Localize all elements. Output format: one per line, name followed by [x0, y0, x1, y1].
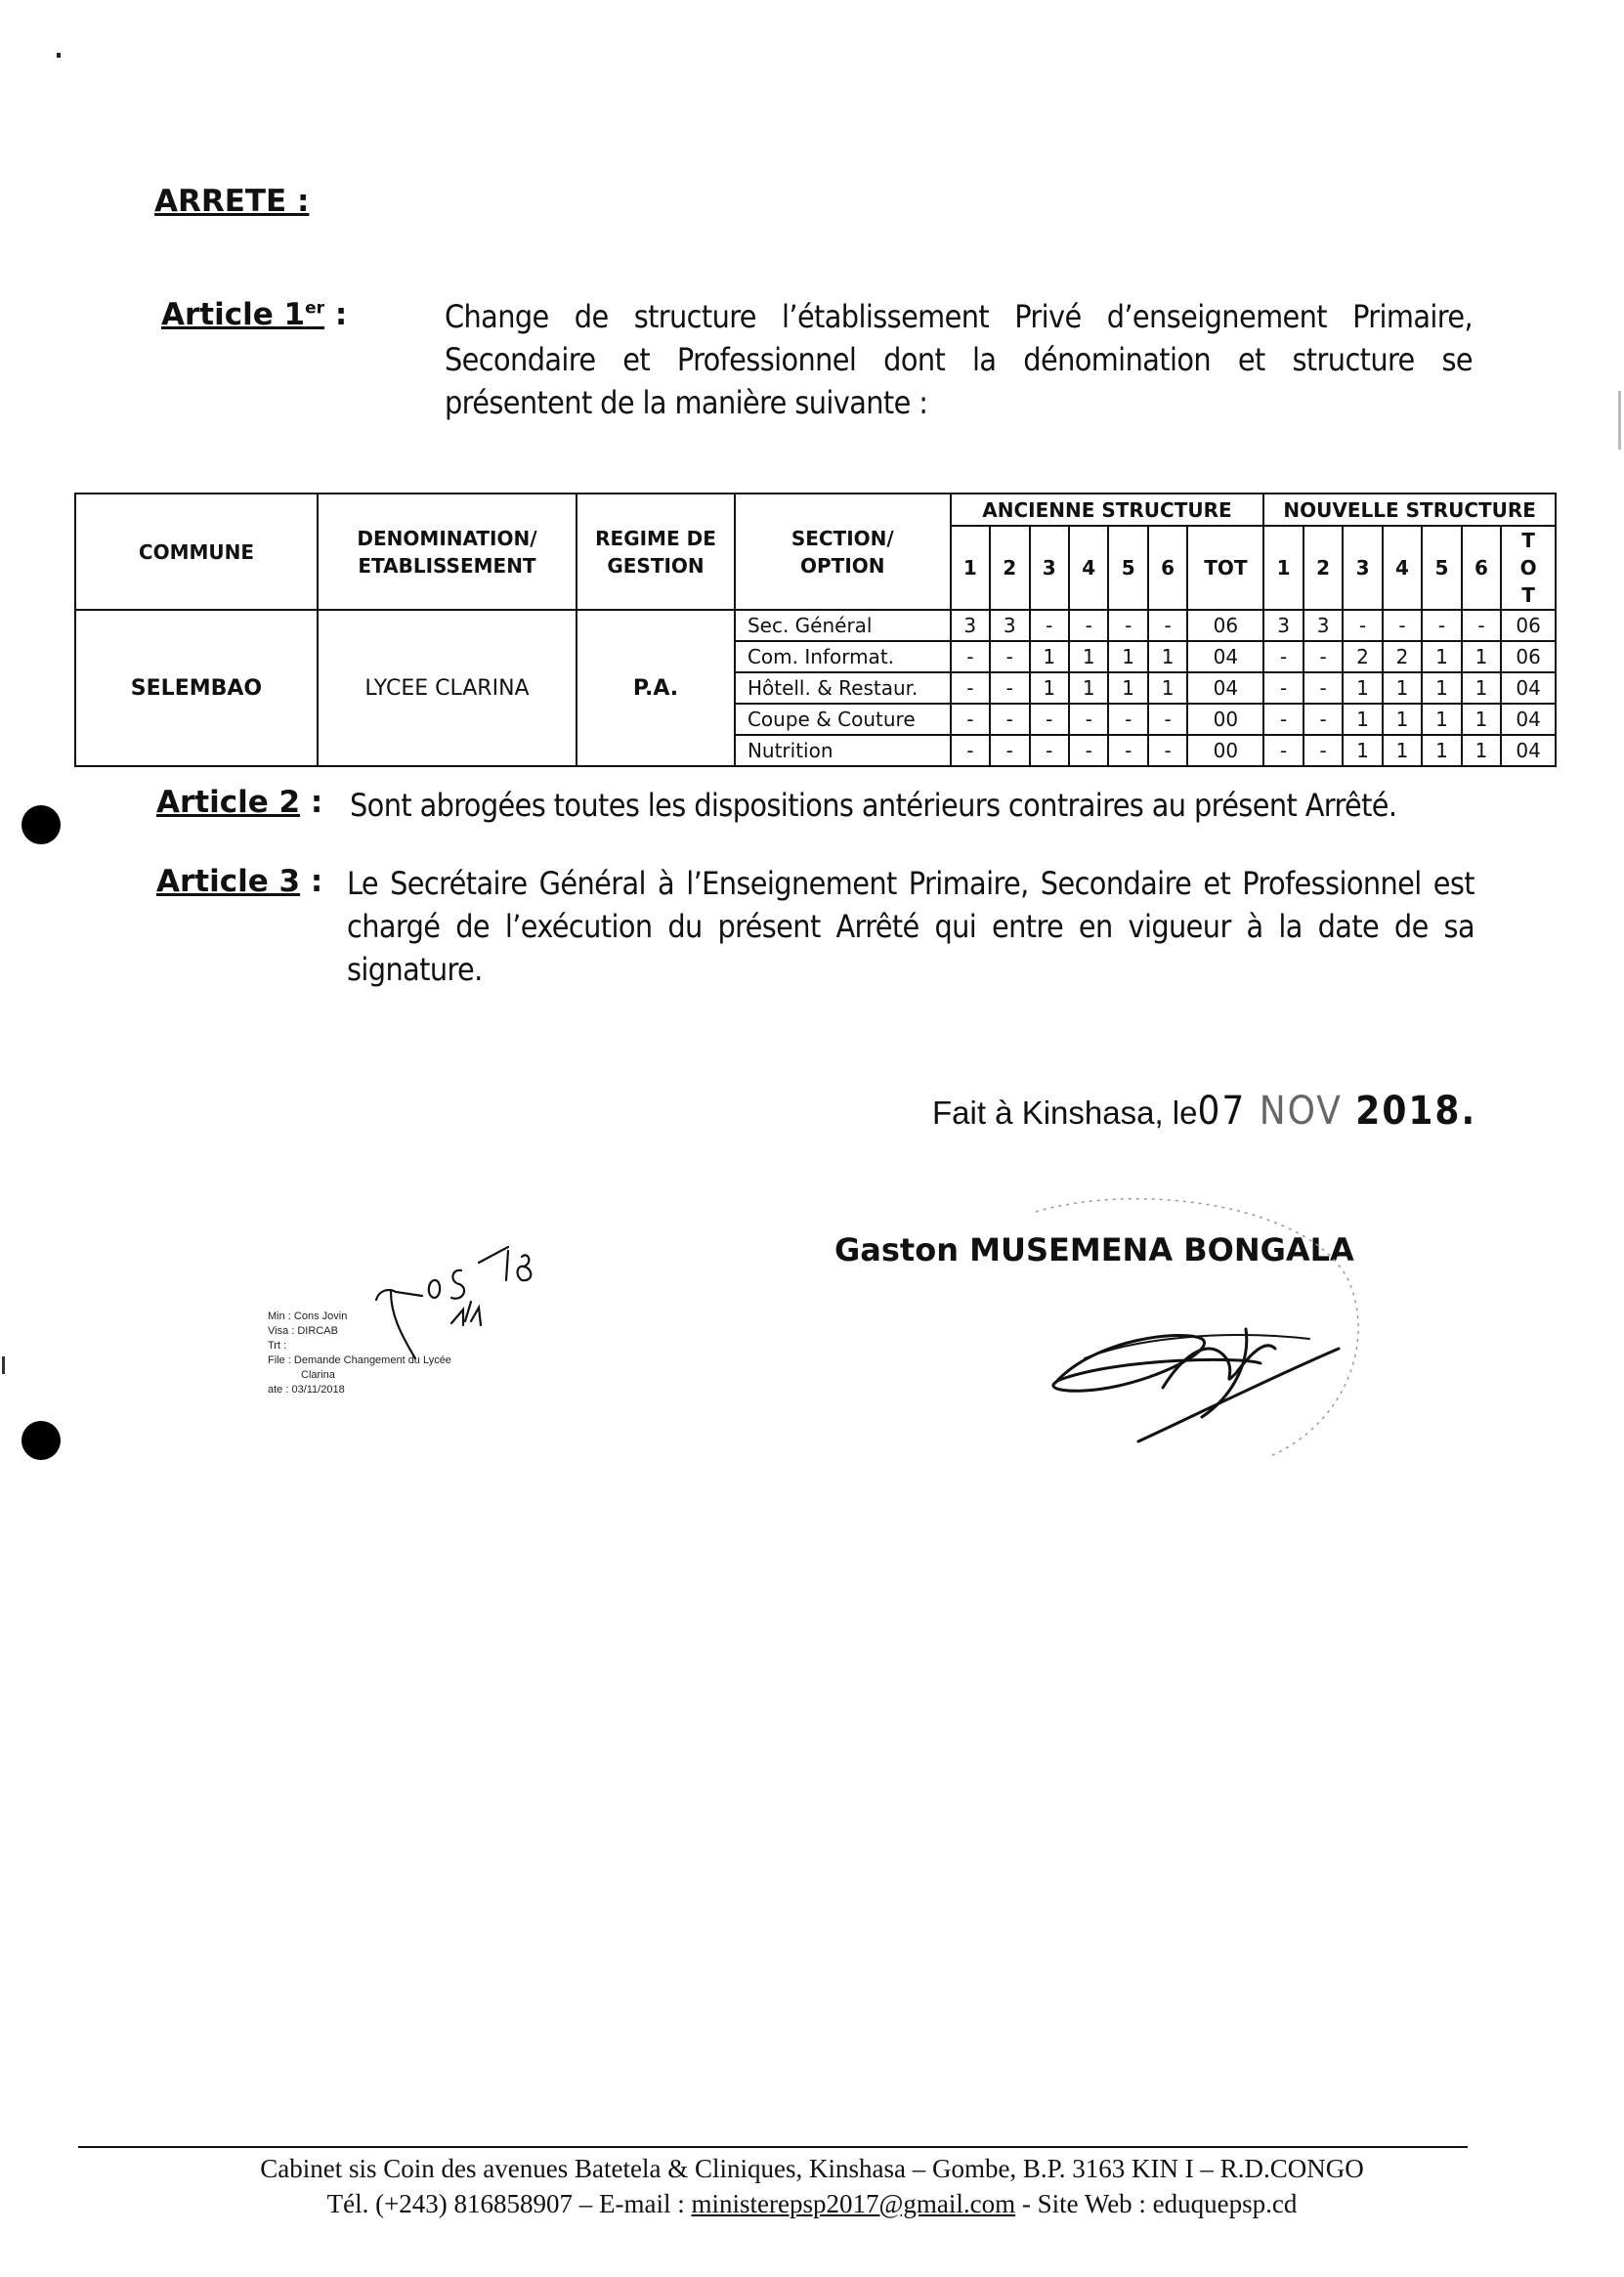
cell-ancienne: 00: [1187, 704, 1263, 735]
table-row: [75, 610, 1556, 641]
cell-ancienne: 1: [1030, 672, 1069, 704]
cell-nouvelle: -: [1263, 735, 1303, 766]
cell-nouvelle: 04: [1501, 672, 1556, 704]
scan-edge-mark: [1618, 391, 1621, 450]
note-line-trt: Trt :: [268, 1340, 287, 1352]
header-nouvelle-structure: NOUVELLE STRUCTURE: [1263, 494, 1556, 526]
subheader-nouvelle-col: 4: [1383, 526, 1422, 610]
article-1-title: Article 1: [161, 297, 306, 332]
cell-nouvelle: 2: [1383, 641, 1422, 672]
article-2-text: Sont abrogées toutes les dispositions antérieurs contraires au présent Arrêté.: [350, 787, 1397, 824]
article-1-sup: er: [305, 298, 325, 319]
subheader-nouvelle-col: 6: [1462, 526, 1501, 610]
cell-nouvelle: -: [1343, 610, 1382, 641]
subheader-ancienne-col: TOT: [1187, 526, 1263, 610]
cell-nouvelle: 1: [1422, 641, 1461, 672]
cell-ancienne: 1: [1108, 672, 1147, 704]
cell-ancienne: -: [951, 704, 990, 735]
cell-ancienne: -: [990, 672, 1029, 704]
cell-ancienne: 1: [1030, 641, 1069, 672]
footer-contact: [0, 2189, 1624, 2219]
subheader-ancienne-col: 5: [1108, 526, 1147, 610]
signatory-last-name: MUSEMENA BONGALA: [969, 1231, 1354, 1268]
cell-ancienne: -: [951, 672, 990, 704]
article-1-colon: :: [324, 297, 348, 332]
subheader-nouvelle-col: 5: [1422, 526, 1461, 610]
cell-nouvelle: 1: [1383, 672, 1422, 704]
cell-nouvelle: 1: [1343, 672, 1382, 704]
subheader-ancienne-col: 1: [951, 526, 990, 610]
cell-nouvelle: 1: [1422, 735, 1461, 766]
header-section: SECTION/ OPTION: [735, 494, 951, 610]
cell-nouvelle: 2: [1343, 641, 1382, 672]
date-day: 07: [1197, 1089, 1247, 1134]
cell-ancienne: -: [1148, 704, 1187, 735]
cell-nouvelle: 1: [1422, 704, 1461, 735]
cell-ancienne: -: [990, 735, 1029, 766]
cell-ancienne: 3: [951, 610, 990, 641]
cell-ancienne: 1: [1148, 672, 1187, 704]
scan-mark: [57, 53, 61, 58]
cell-nouvelle: 1: [1462, 641, 1501, 672]
cell-nouvelle: 1: [1383, 704, 1422, 735]
cell-ancienne: 04: [1187, 672, 1263, 704]
subheader-ancienne-col: 6: [1148, 526, 1187, 610]
article-3-colon: :: [300, 864, 323, 899]
cell-ancienne: 1: [1069, 672, 1108, 704]
table-body: [75, 610, 1556, 766]
cell-regime: P.A.: [577, 610, 735, 766]
footer-email-link[interactable]: ministerepsp2017@gmail.com: [691, 2189, 1016, 2218]
cell-ancienne: -: [1148, 610, 1187, 641]
cell-ancienne: -: [1148, 735, 1187, 766]
footer-phone: Tél. (+243) 816858907 – E-mail :: [326, 2189, 692, 2218]
cell-nouvelle: 1: [1462, 672, 1501, 704]
cell-nouvelle: 04: [1501, 704, 1556, 735]
header-denomination: DENOMINATION/ ETABLISSEMENT: [318, 494, 577, 610]
article-1-text: Change de structure l’établissement Privé d’enseignement Primaire, Secondaire et Professionnel dont la dénomination et structure se présentent de la manière suivante :: [445, 298, 1473, 421]
cell-ancienne: -: [1108, 735, 1147, 766]
cell-ancienne: 1: [1108, 641, 1147, 672]
cell-ancienne: -: [1030, 610, 1069, 641]
cell-ancienne: 3: [990, 610, 1029, 641]
cell-nouvelle: 1: [1343, 735, 1382, 766]
note-line-visa: Visa : DIRCAB: [268, 1325, 338, 1337]
cell-ancienne: -: [990, 704, 1029, 735]
cell-ancienne: -: [1069, 735, 1108, 766]
cell-option: Sec. Général: [735, 610, 951, 641]
date-month: NOV: [1259, 1089, 1343, 1134]
footer-website: - Site Web : eduquepsp.cd: [1015, 2189, 1298, 2218]
note-line-file: File : Demande Changement du Lycée: [268, 1354, 451, 1366]
subheader-nouvelle-col: 3: [1343, 526, 1382, 610]
cell-nouvelle: -: [1383, 610, 1422, 641]
header-commune: COMMUNE: [75, 494, 318, 610]
article-3-text: Le Secrétaire Général à l’Enseignement Primaire, Secondaire et Professionnel est chargé de l’exécution du présent Arrêté qui entre en vigueur à la date de sa signature.: [347, 865, 1474, 988]
cell-ancienne: -: [1108, 704, 1147, 735]
cell-ancienne: -: [951, 735, 990, 766]
cell-option: Nutrition: [735, 735, 951, 766]
scan-edge-mark: [2, 1356, 5, 1374]
cell-option: Coupe & Couture: [735, 704, 951, 735]
article-2-label: [156, 785, 322, 820]
footer-rule: [78, 2146, 1468, 2148]
cell-nouvelle: -: [1263, 672, 1303, 704]
article-1-label: [161, 297, 347, 332]
note-line-file-cont: Clarina: [301, 1369, 335, 1381]
signatory-first-name: Gaston: [834, 1231, 970, 1268]
subheader-ancienne-col: 4: [1069, 526, 1108, 610]
cell-ancienne: 06: [1187, 610, 1263, 641]
cell-nouvelle: 1: [1462, 735, 1501, 766]
cell-ancienne: -: [990, 641, 1029, 672]
article-2-title: Article 2: [156, 785, 301, 820]
cell-ancienne: -: [1069, 704, 1108, 735]
cell-nouvelle: 1: [1343, 704, 1382, 735]
cell-ancienne: 1: [1148, 641, 1187, 672]
place-date: [932, 1089, 1476, 1134]
cell-nouvelle: 06: [1501, 641, 1556, 672]
cell-ancienne: -: [1069, 610, 1108, 641]
cell-ancienne: 00: [1187, 735, 1263, 766]
cell-nouvelle: 3: [1263, 610, 1303, 641]
cell-nouvelle: 3: [1303, 610, 1343, 641]
article-3-label: [156, 864, 322, 899]
date-stamp: [1197, 1089, 1476, 1134]
cell-nouvelle: 04: [1501, 735, 1556, 766]
subheader-nouvelle-col: TO T: [1501, 526, 1556, 610]
cell-nouvelle: 1: [1422, 672, 1461, 704]
cell-nouvelle: 1: [1383, 735, 1422, 766]
cell-option: Hôtell. & Restaur.: [735, 672, 951, 704]
subheader-ancienne-col: 3: [1030, 526, 1069, 610]
note-line-date: ate : 03/11/2018: [268, 1384, 345, 1396]
note-line-min: Min : Cons Jovin: [268, 1310, 348, 1322]
punch-hole-mark: [21, 1421, 61, 1460]
signature-drawing: [1016, 1192, 1388, 1485]
cell-nouvelle: -: [1462, 610, 1501, 641]
cell-nouvelle: -: [1303, 672, 1343, 704]
cell-ancienne: -: [1030, 735, 1069, 766]
cell-option: Com. Informat.: [735, 641, 951, 672]
article-2-colon: :: [300, 785, 323, 820]
subheader-ancienne-col: 2: [990, 526, 1029, 610]
cell-nouvelle: 06: [1501, 610, 1556, 641]
footer-address: Cabinet sis Coin des avenues Batetela & Cliniques, Kinshasa – Gombe, B.P. 3163 KIN I – R.D.CONGO: [260, 2154, 1364, 2183]
cell-ancienne: -: [1030, 704, 1069, 735]
cell-nouvelle: -: [1303, 704, 1343, 735]
cell-ancienne: -: [1108, 610, 1147, 641]
subheader-nouvelle-col: 2: [1303, 526, 1343, 610]
date-year: 2018.: [1355, 1089, 1477, 1134]
cell-nouvelle: -: [1422, 610, 1461, 641]
cell-nouvelle: -: [1263, 641, 1303, 672]
page-heading: ARRETE :: [154, 184, 310, 219]
cell-nouvelle: 1: [1462, 704, 1501, 735]
cell-nouvelle: -: [1263, 704, 1303, 735]
article-3-title: Article 3: [156, 864, 301, 899]
handwritten-initials: [362, 1241, 537, 1368]
cell-ancienne: 04: [1187, 641, 1263, 672]
cell-commune: SELEMBAO: [75, 610, 318, 766]
structure-table: [74, 493, 1557, 767]
cell-etablissement: LYCEE CLARINA: [318, 610, 577, 766]
cell-nouvelle: -: [1303, 735, 1343, 766]
header-ancienne-structure: ANCIENNE STRUCTURE: [951, 494, 1264, 526]
header-regime: REGIME DE GESTION: [577, 494, 735, 610]
subheader-nouvelle-col: 1: [1263, 526, 1303, 610]
cell-ancienne: 1: [1069, 641, 1108, 672]
cell-nouvelle: -: [1303, 641, 1343, 672]
punch-hole-mark: [21, 805, 61, 844]
place-text: Fait à Kinshasa, le: [932, 1095, 1198, 1131]
cell-ancienne: -: [951, 641, 990, 672]
